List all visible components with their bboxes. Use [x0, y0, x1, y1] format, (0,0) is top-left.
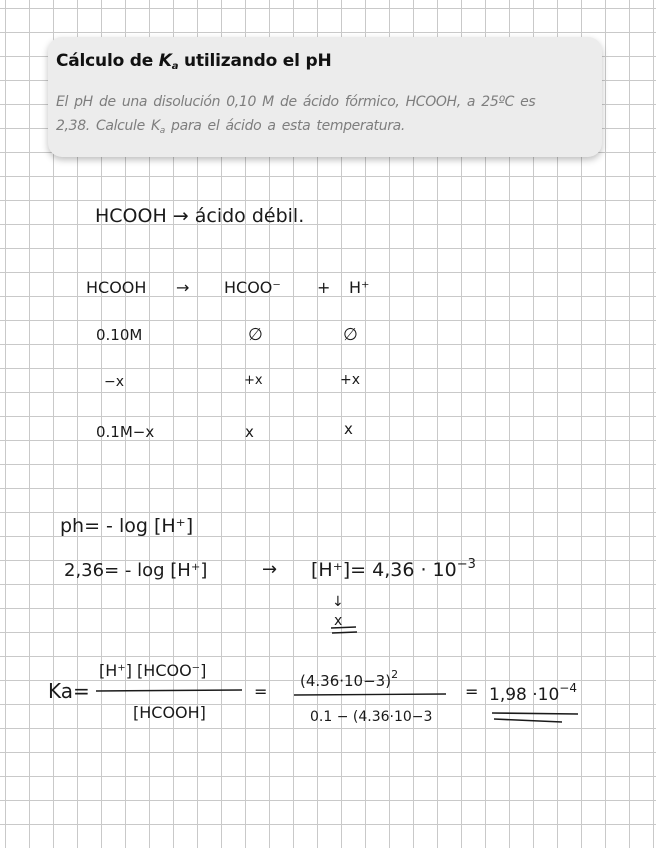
x-equals-label: x [334, 613, 343, 629]
ice-change-proton: +x [340, 372, 361, 388]
result-double-underline [492, 713, 578, 722]
ka-numerator: [H⁺] [HCOO⁻] [99, 661, 207, 680]
title-k: K [158, 51, 172, 71]
implies-arrow: → [262, 559, 278, 580]
ph-definition: ph= - log [H⁺] [60, 515, 194, 537]
substitution-fraction-bar [294, 694, 446, 695]
x-double-underline [331, 627, 357, 633]
substitution-numerator: $(4.36\cdot 10-3)^2$ [300, 668, 399, 690]
equals-sign-1: = [254, 682, 268, 701]
reaction-arrow: → [176, 278, 190, 297]
ice-initial-acid: 0.10M [96, 326, 143, 344]
product-proton: H⁺ [349, 278, 370, 297]
ka-result: $1,98 \cdot 10^{-4}$ [489, 681, 577, 705]
ice-initial-formate: ∅ [248, 325, 263, 345]
ka-fraction-bar [96, 690, 242, 691]
ice-equilibrium-acid: 0.1M−x [96, 423, 155, 441]
problem-line-1: El pH de una disolución 0,10 M de ácido fórmico, HCOOH, a 25ºC es [56, 94, 536, 110]
ka-label: Ka= [48, 679, 90, 703]
substitution-denominator: 0.1 − (4.36·10−3 [310, 709, 433, 725]
proton-concentration: $[H^+]= 4,36 \cdot 10^{-3}$ [311, 557, 476, 581]
ice-equilibrium-proton: x [344, 420, 353, 438]
problem-line-2-suffix: para el ácido a esta temperatura. [164, 118, 405, 134]
down-arrow: ↓ [332, 594, 344, 610]
ka-denominator: [HCOOH] [133, 703, 206, 722]
reactant: HCOOH [86, 278, 147, 297]
ice-change-acid: −x [104, 374, 125, 390]
title-text: Cálculo de [56, 51, 159, 71]
title-k-subscript: a [171, 61, 179, 72]
title-text-suffix: utilizando el pH [178, 51, 332, 71]
equals-sign-2: = [465, 682, 479, 701]
ice-initial-proton: ∅ [343, 325, 358, 345]
ph-calculation: 2,36= - log [H⁺] [64, 560, 208, 581]
weak-acid-note: HCOOH → ácido débil. [95, 205, 305, 227]
problem-line-2: 2,38. Calcule K [56, 118, 160, 134]
ice-equilibrium-formate: x [245, 423, 254, 441]
reaction-plus: + [317, 278, 331, 297]
problem-ka-subscript: a [159, 126, 165, 136]
ice-change-formate: +x [244, 373, 263, 388]
product-formate: HCOO⁻ [224, 278, 281, 297]
